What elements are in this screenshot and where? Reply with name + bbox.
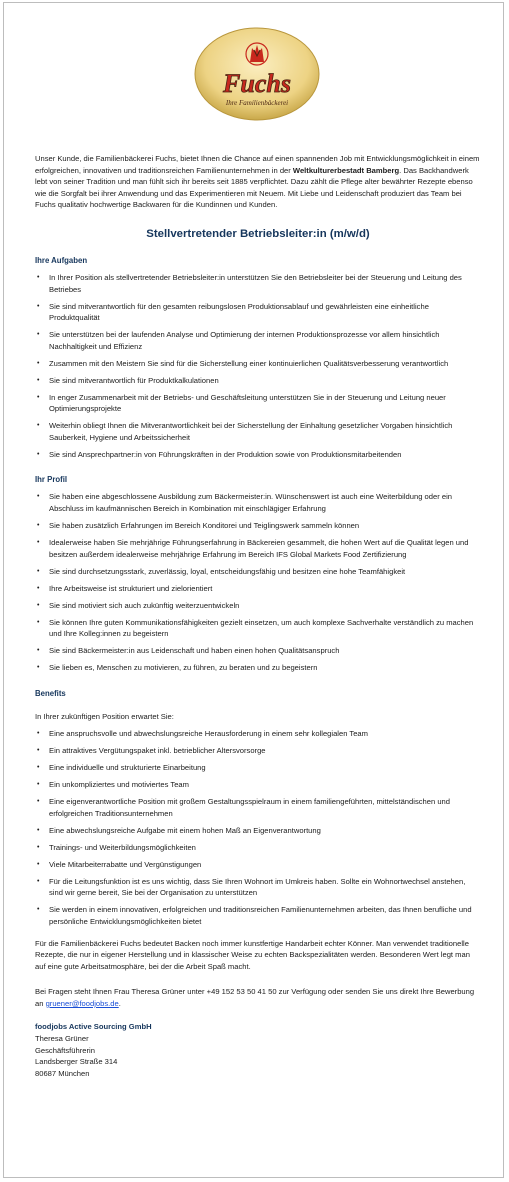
list-item: • Sie sind mitverantwortlich für Produktkalkulationen (35, 375, 481, 387)
aufgaben-heading: Ihre Aufgaben (35, 255, 88, 265)
list-item: • In enger Zusammenarbeit mit der Betriebs- und Geschäftsleitung unterstützen Sie in der Steuerung und Leitung neuer Optimierungsprojekte (35, 392, 481, 415)
list-item: • Ihre Arbeitsweise ist strukturiert und zielorientiert (35, 583, 481, 595)
list-item: • Zusammen mit den Meistern Sie sind für die Sicherstellung einer kontinuierlichen Qualitätsverbesserung verantwortlich (35, 358, 481, 370)
company-street: Landsberger Straße 314 (35, 1057, 118, 1067)
list-item: • Eine eigenverantwortliche Position mit großem Gestaltungsspielraum in einem familiengeführten, mittelständischen und erfolgreichen Traditionsunternehmen (35, 796, 481, 819)
job-posting (35, 153, 481, 1079)
contact-paragraph (35, 986, 481, 1009)
list-item: • Ein attraktives Vergütungspaket inkl. betrieblicher Altersvorsorge (35, 745, 481, 757)
contact-text: Bei Fragen steht Ihnen Frau Theresa Grüner unter +49 152 53 50 41 50 zur Verfügung oder senden Sie uns direkt Ihre Bewerbung an (35, 987, 475, 1008)
list-item: • Sie lieben es, Menschen zu motivieren, zu führen, zu beraten und zu begeistern (35, 662, 481, 674)
email-link[interactable]: gruener@foodjobs.de (45, 998, 119, 1008)
list-item: • Viele Mitarbeiterrabatte und Vergünstigungen (35, 859, 481, 871)
company-signature (35, 1021, 481, 1079)
benefits-heading: Benefits (35, 688, 66, 698)
list-item: • Weiterhin obliegt Ihnen die Mitverantwortlichkeit bei der Sicherstellung der Einhaltung gesetzlicher Vorgaben hinsichtlich Sauberkeit, Hygiene und Arbeitssicherheit (35, 420, 481, 443)
contact-person: Theresa Grüner (35, 1034, 89, 1044)
list-item: • Eine abwechslungsreiche Aufgabe mit einem hohen Maß an Eigenverantwortung (35, 825, 481, 837)
aufgaben-list (35, 272, 481, 460)
list-item: • Idealerweise haben Sie mehrjährige Führungserfahrung in Bäckereien gesammelt, die hohen Wert auf die Qualität legen und besitzen außerdem idealerweise mehrjährige Erfahrung im Bereich IFS Global Markets Food Zertifizierung (35, 537, 481, 560)
contact-role: Geschäftsführerin (35, 1045, 95, 1055)
job-title: Stellvertretender Betriebsleiter:in (m/w/d) (146, 227, 370, 240)
list-item: • Sie sind motiviert sich auch zukünftig weiterzuentwickeln (35, 600, 481, 612)
intro-bold: Weltkulturerbestadt Bamberg (292, 165, 400, 175)
list-item: • Sie haben zusätzlich Erfahrungen im Bereich Konditorei und Teiglingswerk sammeln können (35, 520, 481, 532)
logo-wordmark: Fuchs (223, 69, 291, 98)
intro-paragraph (35, 153, 481, 211)
list-item: • Sie sind durchsetzungsstark, zuverlässig, loyal, entscheidungsfähig und besitzen eine hohe Teamfähigkeit (35, 566, 481, 578)
list-item: • Sie sind mitverantwortlich für den gesamten reibungslosen Produktionsablauf und gewährleisten eine einheitliche Produktqualität (35, 301, 481, 324)
list-item: • Trainings- und Weiterbildungsmöglichkeiten (35, 842, 481, 854)
document-page (3, 2, 504, 1178)
fox-emblem-icon (246, 43, 268, 65)
benefits-list (35, 728, 481, 927)
profil-heading: Ihr Profil (35, 475, 68, 485)
intro-text-2: . Das Backhandwerk lebt von seiner Tradition und man fühlt sich ihr bereits seit 1885 verpflichtet. Dazu zählt die Pflege alter bewährter Rezepte ebenso wie die Sorgfalt bei ihrer Anwendung und das Experimentieren mit Neuem. Mit Liebe und Leidenschaft produziert das Team bei Fuchs qualitativ hochwertige Backwaren für die Kundinnen und Kunden. (35, 165, 473, 210)
closing-paragraph: Für die Familienbäckerei Fuchs bedeutet Backen noch immer kunstfertige Handarbeit echter Könner. Man verwendet traditionelle Rezepte, die nur in eigener Herstellung und in klassischer Weise zu echten Backspezialitäten werden. Besonderen Wert legt man auf eine gute Arbeitsatmosphäre, bei der die Arbeit Spaß macht. (35, 938, 470, 971)
list-item: • Sie sind Ansprechpartner:in von Führungskräften in der Produktion sowie von Produktionsmitarbeitenden (35, 449, 481, 461)
company-city: 80687 München (35, 1068, 90, 1078)
list-item: • Eine anspruchsvolle und abwechslungsreiche Herausforderung in einem sehr kollegialen Team (35, 728, 481, 740)
intro-text-1: Unser Kunde, die Familienbäckerei Fuchs, bietet Ihnen die Chance auf einen spannenden Job mit Entwicklungsmöglichkeit in einem erfolgreichen, innovativen und traditionsreichen Familienunternehmen in der (35, 154, 480, 175)
list-item: • Ein unkompliziertes und motiviertes Team (35, 779, 481, 791)
logo-tagline: Ihre Familienbäckerei (225, 99, 289, 107)
company-name: foodjobs Active Sourcing GmbH (35, 1022, 152, 1032)
benefits-intro: In Ihrer zukünftigen Position erwartet Sie: (35, 711, 174, 721)
list-item: • Sie werden in einem innovativen, erfolgreichen und traditionsreichen Familienunternehmen arbeiten, das Ihnen berufliche und persönliche Entwicklungsmöglichkeiten bietet (35, 904, 481, 927)
list-item: • Sie können Ihre guten Kommunikationsfähigkeiten gezielt einsetzen, um auch komplexe Sachverhalte verständlich zu machen und Ihre Kolleg:innen zu begeistern (35, 617, 481, 640)
contact-end: . (118, 998, 121, 1008)
list-item: • Sie haben eine abgeschlossene Ausbildung zum Bäckermeister:in. Wünschenswert ist auch eine Weiterbildung oder ein Abschluss im kaufmännischen Bereich in Kombination mit einschlägiger Erfahrung (35, 491, 481, 514)
profil-list (35, 491, 481, 673)
fuchs-logo (194, 26, 320, 122)
list-item: • Sie sind Bäckermeister:in aus Leidenschaft und haben einen hohen Qualitätsanspruch (35, 645, 481, 657)
list-item: • Sie unterstützen bei der laufenden Analyse und Optimierung der internen Produktionsprozesse vor allem hinsichtlich Nachhaltigkeit und Effizienz (35, 329, 481, 352)
list-item: • In Ihrer Position als stellvertretender Betriebsleiter:in unterstützen Sie den Betriebsleiter bei der Steuerung und Leitung des Betriebes (35, 272, 481, 295)
list-item: • Für die Leitungsfunktion ist es uns wichtig, dass Sie Ihren Wohnort im Umkreis haben. Sollte ein Wohnortwechsel anstehen, sind wir gerne bereit, Sie bei der Organisation zu unterstützen (35, 876, 481, 899)
list-item: • Eine individuelle und strukturierte Einarbeitung (35, 762, 481, 774)
